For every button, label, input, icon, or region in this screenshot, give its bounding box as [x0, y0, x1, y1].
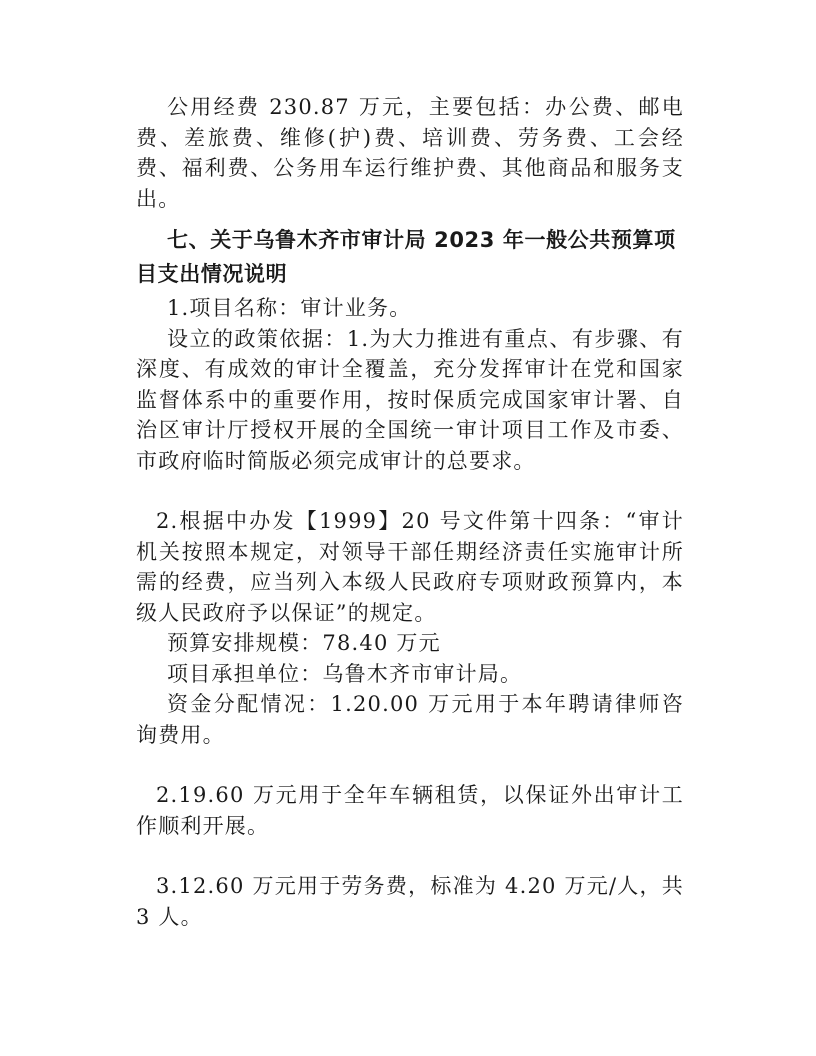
- section-seven-heading: 七、关于乌鲁木齐市审计局 2023 年一般公共预算项目支出情况说明: [136, 228, 676, 286]
- project-unit-paragraph: 项目承担单位：乌鲁木齐市审计局。: [167, 661, 523, 686]
- spacer: [136, 476, 684, 506]
- fund-allocation-2-paragraph: 2.19.60 万元用于全年车辆租赁，以保证外出审计工作顺利开展。: [136, 783, 684, 838]
- project-name-paragraph: 1.项目名称：审计业务。: [167, 296, 412, 320]
- fund-allocation-1-paragraph: 资金分配情况：1.20.00 万元用于本年聘请律师咨询费用。: [136, 692, 684, 747]
- document-page: [136, 92, 684, 932]
- policy-basis-paragraph: 设立的政策依据：1.为大力推进有重点、有步骤、有深度、有成效的审计全覆盖，充分发挥审计在党和国家监督体系中的重要作用，按时保质完成国家审计署、自治区审计厅授权开展的全国统一审计项目工作及市委、市政府临时简版必须完成审计的总要求。: [136, 326, 684, 473]
- spacer: [136, 841, 684, 871]
- fund-allocation-3-paragraph: 3.12.60 万元用于劳务费，标准为 4.20 万元/人，共3 人。: [136, 874, 684, 929]
- policy-basis-2-paragraph: 2.根据中办发【1999】20 号文件第十四条：“审计机关按照本规定，对领导干部任期经济责任实施审计所需的经费，应当列入本级人民政府专项财政预算内，本级人民政府予以保证”的规定。: [136, 509, 684, 625]
- spacer: [136, 750, 684, 780]
- budget-scale-paragraph: 预算安排规模：78.40 万元: [167, 631, 441, 655]
- public-funds-paragraph: 公用经费 230.87 万元，主要包括：办公费、邮电费、差旅费、维修(护)费、培训费、劳务费、工会经费、福利费、公务用车运行维护费、其他商品和服务支出。: [136, 95, 684, 211]
